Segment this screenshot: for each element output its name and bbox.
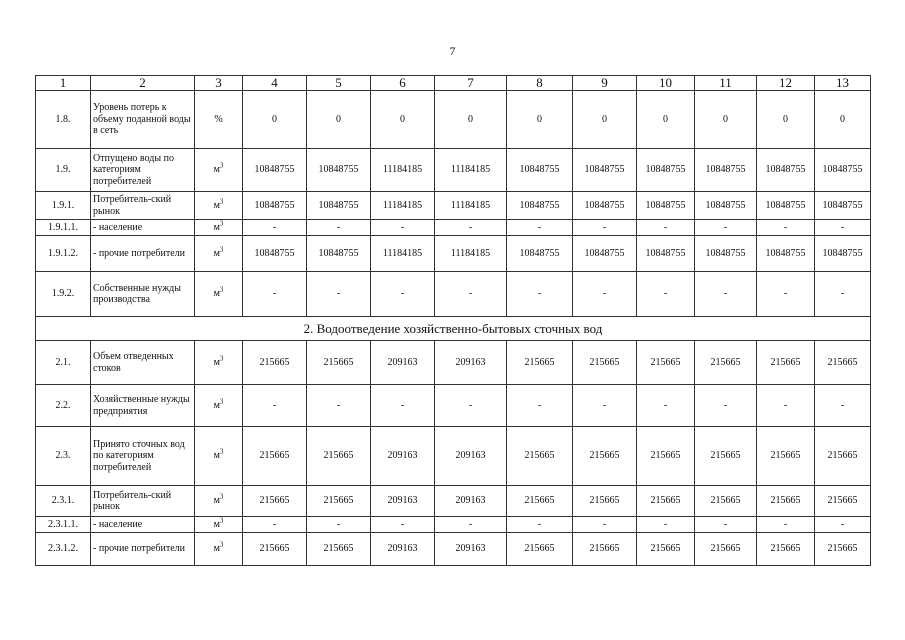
row-number: 1.9.1. xyxy=(36,192,91,220)
unit-label: м xyxy=(213,495,220,507)
table-row xyxy=(36,533,871,566)
unit-label: м xyxy=(213,288,220,300)
value-cell: 0 xyxy=(243,91,307,149)
row-number: 2.3.1. xyxy=(36,486,91,517)
value-cell: 10848755 xyxy=(307,149,371,192)
header-cell: 8 xyxy=(507,76,573,91)
row-number: 2.1. xyxy=(36,341,91,385)
value-cell: 10848755 xyxy=(243,149,307,192)
value-cell: 215665 xyxy=(573,341,637,385)
value-cell: 215665 xyxy=(637,341,695,385)
value-cell: 215665 xyxy=(307,533,371,566)
header-cell: 3 xyxy=(195,76,243,91)
value-cell: - xyxy=(815,220,871,236)
value-cell: 215665 xyxy=(307,341,371,385)
value-cell: - xyxy=(815,517,871,533)
value-cell: - xyxy=(573,517,637,533)
row-name: - население xyxy=(91,517,195,533)
value-cell: 215665 xyxy=(695,486,757,517)
value-cell: 215665 xyxy=(637,427,695,486)
value-cell: 10848755 xyxy=(637,192,695,220)
row-name: - прочие потребители xyxy=(91,236,195,272)
header-cell: 6 xyxy=(371,76,435,91)
row-number: 2.3. xyxy=(36,427,91,486)
unit-superscript: 3 xyxy=(219,397,224,406)
unit-cell xyxy=(195,533,243,566)
value-cell: 215665 xyxy=(507,427,573,486)
value-cell: - xyxy=(637,272,695,317)
header-cell: 2 xyxy=(91,76,195,91)
value-cell: 10848755 xyxy=(695,192,757,220)
header-cell: 12 xyxy=(757,76,815,91)
value-cell: 209163 xyxy=(435,427,507,486)
unit-superscript: 3 xyxy=(219,285,224,294)
unit-label: м xyxy=(213,543,220,555)
table-row xyxy=(36,236,871,272)
value-cell: 209163 xyxy=(371,341,435,385)
value-cell: - xyxy=(695,272,757,317)
value-cell: 11184185 xyxy=(435,149,507,192)
row-number: 2.2. xyxy=(36,385,91,427)
value-cell: - xyxy=(435,385,507,427)
value-cell: 215665 xyxy=(573,486,637,517)
table-row xyxy=(36,427,871,486)
row-number: 2.3.1.1. xyxy=(36,517,91,533)
value-cell: 10848755 xyxy=(243,236,307,272)
value-cell: 215665 xyxy=(815,427,871,486)
table-row xyxy=(36,486,871,517)
value-cell: - xyxy=(307,220,371,236)
unit-label: м xyxy=(213,518,220,530)
row-name: Потребитель-ский рынок xyxy=(91,192,195,220)
value-cell: - xyxy=(757,385,815,427)
unit-label: м xyxy=(213,356,220,368)
unit-cell xyxy=(195,486,243,517)
unit-superscript: 3 xyxy=(219,354,224,363)
value-cell: 215665 xyxy=(695,533,757,566)
value-cell: 215665 xyxy=(243,427,307,486)
value-cell: 10848755 xyxy=(573,236,637,272)
value-cell: 215665 xyxy=(507,486,573,517)
value-cell: 10848755 xyxy=(695,149,757,192)
value-cell: 215665 xyxy=(507,341,573,385)
value-cell: 215665 xyxy=(815,486,871,517)
value-cell: 215665 xyxy=(243,341,307,385)
unit-superscript: 3 xyxy=(219,245,224,254)
unit-cell xyxy=(195,91,243,149)
header-cell: 13 xyxy=(815,76,871,91)
value-cell: 215665 xyxy=(243,533,307,566)
value-cell: - xyxy=(371,220,435,236)
row-name: Потребитель-ский рынок xyxy=(91,486,195,517)
header-cell: 9 xyxy=(573,76,637,91)
value-cell: 215665 xyxy=(573,533,637,566)
value-cell: 11184185 xyxy=(371,149,435,192)
row-name: - прочие потребители xyxy=(91,533,195,566)
row-name: Хозяйственные нужды предприятия xyxy=(91,385,195,427)
value-cell: 0 xyxy=(637,91,695,149)
unit-superscript: 3 xyxy=(219,219,224,228)
unit-cell xyxy=(195,341,243,385)
unit-superscript: 3 xyxy=(219,540,224,549)
value-cell: - xyxy=(371,517,435,533)
unit-label: м xyxy=(213,221,220,233)
value-cell: 10848755 xyxy=(507,236,573,272)
row-number: 1.8. xyxy=(36,91,91,149)
value-cell: 10848755 xyxy=(637,236,695,272)
value-cell: - xyxy=(573,385,637,427)
value-cell: 10848755 xyxy=(507,192,573,220)
value-cell: 0 xyxy=(695,91,757,149)
value-cell: - xyxy=(507,272,573,317)
value-cell: - xyxy=(637,517,695,533)
row-name: Отпущено воды по категориям потребителей xyxy=(91,149,195,192)
section-title: 2. Водоотведение хозяйственно-бытовых сточных вод xyxy=(36,317,871,341)
unit-superscript: 3 xyxy=(219,516,224,525)
value-cell: - xyxy=(637,220,695,236)
value-cell: 215665 xyxy=(757,427,815,486)
table-row xyxy=(36,341,871,385)
header-cell: 1 xyxy=(36,76,91,91)
unit-cell xyxy=(195,385,243,427)
data-table xyxy=(35,75,871,566)
table-row xyxy=(36,385,871,427)
unit-cell xyxy=(195,517,243,533)
header-cell: 11 xyxy=(695,76,757,91)
value-cell: - xyxy=(637,385,695,427)
value-cell: - xyxy=(815,272,871,317)
value-cell: 215665 xyxy=(757,533,815,566)
value-cell: 0 xyxy=(307,91,371,149)
value-cell: - xyxy=(307,517,371,533)
value-cell: 10848755 xyxy=(243,192,307,220)
value-cell: - xyxy=(507,220,573,236)
value-cell: - xyxy=(307,385,371,427)
value-cell: 209163 xyxy=(371,486,435,517)
value-cell: - xyxy=(435,272,507,317)
unit-cell xyxy=(195,272,243,317)
unit-label: м xyxy=(213,199,220,211)
table-row xyxy=(36,192,871,220)
table-row xyxy=(36,91,871,149)
value-cell: - xyxy=(695,517,757,533)
value-cell: 10848755 xyxy=(507,149,573,192)
unit-cell xyxy=(195,427,243,486)
value-cell: 10848755 xyxy=(757,236,815,272)
value-cell: - xyxy=(757,517,815,533)
value-cell: - xyxy=(757,220,815,236)
unit-cell xyxy=(195,149,243,192)
value-cell: 10848755 xyxy=(757,149,815,192)
table-row xyxy=(36,220,871,236)
value-cell: 0 xyxy=(371,91,435,149)
value-cell: 0 xyxy=(435,91,507,149)
row-number: 2.3.1.2. xyxy=(36,533,91,566)
value-cell: 10848755 xyxy=(815,192,871,220)
value-cell: 209163 xyxy=(435,533,507,566)
row-name: - население xyxy=(91,220,195,236)
value-cell: 10848755 xyxy=(637,149,695,192)
unit-superscript: 3 xyxy=(219,492,224,501)
value-cell: 215665 xyxy=(307,427,371,486)
value-cell: 0 xyxy=(573,91,637,149)
value-cell: 0 xyxy=(507,91,573,149)
value-cell: 10848755 xyxy=(815,149,871,192)
value-cell: - xyxy=(695,385,757,427)
value-cell: - xyxy=(243,272,307,317)
row-number: 1.9. xyxy=(36,149,91,192)
value-cell: - xyxy=(371,272,435,317)
row-name: Объем отведенных стоков xyxy=(91,341,195,385)
table-body xyxy=(36,76,871,566)
header-row xyxy=(36,76,871,91)
value-cell: 10848755 xyxy=(757,192,815,220)
value-cell: - xyxy=(243,517,307,533)
value-cell: - xyxy=(507,385,573,427)
unit-label: м xyxy=(213,164,220,176)
value-cell: 11184185 xyxy=(435,236,507,272)
unit-superscript: 3 xyxy=(219,197,224,206)
header-cell: 7 xyxy=(435,76,507,91)
value-cell: - xyxy=(573,220,637,236)
value-cell: - xyxy=(573,272,637,317)
value-cell: - xyxy=(757,272,815,317)
row-number: 1.9.1.2. xyxy=(36,236,91,272)
value-cell: 10848755 xyxy=(573,149,637,192)
value-cell: 11184185 xyxy=(371,236,435,272)
value-cell: 215665 xyxy=(695,341,757,385)
value-cell: 215665 xyxy=(757,486,815,517)
row-name: Собственные нужды производства xyxy=(91,272,195,317)
row-name: Принято сточных вод по категориям потребителей xyxy=(91,427,195,486)
value-cell: 11184185 xyxy=(435,192,507,220)
value-cell: - xyxy=(815,385,871,427)
unit-superscript: 3 xyxy=(219,447,224,456)
value-cell: - xyxy=(435,220,507,236)
value-cell: - xyxy=(435,517,507,533)
row-number: 1.9.2. xyxy=(36,272,91,317)
value-cell: 10848755 xyxy=(307,236,371,272)
table-row xyxy=(36,272,871,317)
header-cell: 10 xyxy=(637,76,695,91)
section-row xyxy=(36,317,871,341)
value-cell: 10848755 xyxy=(573,192,637,220)
value-cell: 215665 xyxy=(637,486,695,517)
value-cell: 209163 xyxy=(435,486,507,517)
table-row xyxy=(36,149,871,192)
value-cell: 209163 xyxy=(371,533,435,566)
value-cell: 0 xyxy=(815,91,871,149)
unit-label: м xyxy=(213,247,220,259)
value-cell: - xyxy=(243,385,307,427)
value-cell: 10848755 xyxy=(307,192,371,220)
value-cell: - xyxy=(507,517,573,533)
unit-cell xyxy=(195,236,243,272)
value-cell: - xyxy=(371,385,435,427)
header-cell: 4 xyxy=(243,76,307,91)
row-name: Уровень потерь к объему поданной воды в сеть xyxy=(91,91,195,149)
header-cell: 5 xyxy=(307,76,371,91)
page-number: 7 xyxy=(449,44,456,58)
table-row xyxy=(36,517,871,533)
value-cell: 215665 xyxy=(637,533,695,566)
unit-label: м xyxy=(213,450,220,462)
value-cell: - xyxy=(307,272,371,317)
value-cell: 209163 xyxy=(371,427,435,486)
value-cell: 215665 xyxy=(757,341,815,385)
value-cell: 215665 xyxy=(695,427,757,486)
value-cell: - xyxy=(695,220,757,236)
value-cell: 215665 xyxy=(507,533,573,566)
value-cell: 10848755 xyxy=(695,236,757,272)
unit-superscript: 3 xyxy=(219,161,224,170)
value-cell: 215665 xyxy=(243,486,307,517)
value-cell: 10848755 xyxy=(815,236,871,272)
value-cell: - xyxy=(243,220,307,236)
value-cell: 215665 xyxy=(815,341,871,385)
unit-cell xyxy=(195,220,243,236)
value-cell: 11184185 xyxy=(371,192,435,220)
value-cell: 0 xyxy=(757,91,815,149)
unit-label: % xyxy=(214,113,223,125)
unit-cell xyxy=(195,192,243,220)
value-cell: 209163 xyxy=(435,341,507,385)
value-cell: 215665 xyxy=(573,427,637,486)
value-cell: 215665 xyxy=(815,533,871,566)
unit-label: м xyxy=(213,399,220,411)
row-number: 1.9.1.1. xyxy=(36,220,91,236)
value-cell: 215665 xyxy=(307,486,371,517)
